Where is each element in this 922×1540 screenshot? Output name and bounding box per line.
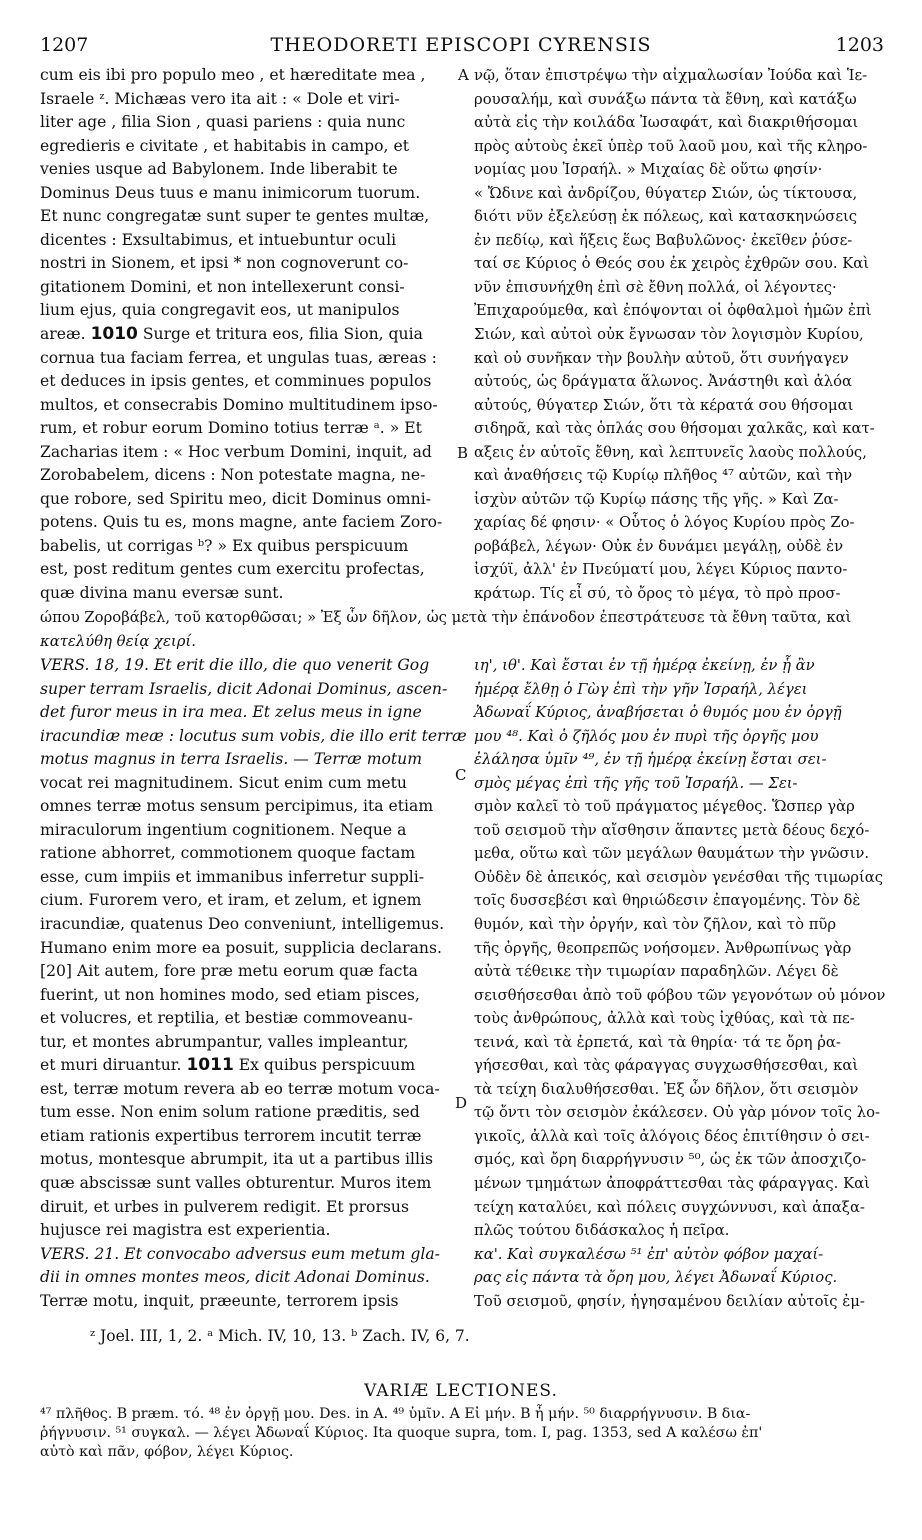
greek-spanning-lines [40,606,880,653]
text-line: ρας εἰς πάντα τὰ ὄρη μου, λέγει Ἀδωναΐ Κύριος. [474,1269,838,1287]
text-line: σιδηρᾶ, καὶ τὰς ὁπλάς σου θήσομαι χαλκᾶς, καὶ κατ- [474,420,875,438]
text-line: Et nunc congregatæ sunt super te gentes multæ, [40,207,430,226]
text-line: ἐν πεδίῳ, καὶ ἥξεις ἕως Βαβυλῶνος· ἐκεῖθεν ῥύσε- [474,231,853,249]
text-line: μένων τμημάτων ἀποφράττεσθαι τὰς φάραγγας. Καὶ [474,1175,870,1193]
verse-heading: VERS. 18, 19. Et erit die illo, die quo venerit Gog [40,656,430,674]
text-line: venies usque ad Babylonem. Inde liberabit te [40,160,398,179]
margin-letter-d: D [455,1094,468,1112]
text-line: ώπου Ζοροβάβελ, τοῦ κατορθῶσαι; » Ἐξ ὧν δῆλον, ὡς μετὰ τὴν ἐπάνοδον ἐπεστράτευσε τὰ ἔθνη ταῦτα, καὶ [40,609,852,626]
text-line: ροβάβελ, λέγων· Οὐκ ἐν δυνάμει μεγάλῃ, οὐδὲ ἐν [474,537,844,555]
text-line: quæ abscissæ sunt valles obturentur. Muros item [40,1174,432,1193]
text-line: τῆς ὀργῆς, θεοπρεπῶς νοήσομεν. Ἀνθρωπίνως γὰρ [474,939,852,957]
text-line: αὐτούς, θύγατερ Σιών, ὅτι τὰ κέρατά σου θήσομαι [474,396,854,414]
text-line: σμὸν καλεῖ τὸ τοῦ πράγματος μέγεθος. Ὥσπερ γὰρ [474,798,855,816]
latin-column-2 [40,654,467,1313]
text-line [40,323,450,347]
text-line: αὐτὰ εἰς τὴν κοιλάδα Ἰωσαφάτ, καὶ διακριθήσομαι [474,114,859,132]
text-line: et volucres, et reptilia, et bestiæ commoveanu- [40,1009,413,1028]
text-line: Ἐπιχαρούμεθα, καὶ ἐπόψονται οἱ ὀφθαλμοὶ ἡμῶν ἐπὶ [474,302,872,320]
text-line: ἡμέρᾳ ἔλθῃ ὁ Γὼγ ἐπὶ τὴν γῆν Ἰσραήλ, λέγει [474,680,808,698]
text-line: lium ejus, quia congregavit eos, ut manipulos [40,301,400,320]
text-line: σμός, καὶ ὄρη διαρρήγνυσιν ⁵⁰, ὡς ἐκ τῶν ἀποσχιζο- [474,1151,867,1169]
text-line: γικοῖς, ἀλλὰ καὶ τοῖς ἀλόγοις δέος ἐπιτίθησιν ὁ σει- [474,1127,870,1145]
text-line: egredieris e civitate , et habitabis in campo, et [40,136,409,155]
text-line: σμὸς μέγας ἐπὶ τῆς γῆς τοῦ Ἰσραήλ. — Σει- [474,774,798,792]
text-fragment: Ex quibus perspicuum [238,1056,416,1075]
text-line: τὰ τείχη διαλυθήσεσθαι. Ἐξ ὧν δῆλον, ὅτι σεισμὸν [474,1080,859,1098]
text-line: gitationem Domini, et non intellexerunt consi- [40,277,405,296]
variae-lectiones-title: VARIÆ LECTIONES. [364,1381,558,1401]
text-line: dicentes : Exsultabimus, et intuebuntur oculi [40,230,397,249]
page-number-right: 1203 [835,34,884,56]
text-line: μου ⁴⁸. Καὶ ὁ ζῆλός μου ἐν πυρὶ τῆς ὀργῆς μου [474,727,819,745]
verse-heading: VERS. 21. Et convocabo adversus eum metum gla- [40,1244,440,1263]
text-line: κατελύθη θείᾳ χειρί. [40,632,196,650]
text-line: Israele ᶻ. Michæas vero ita ait : « Dole et viri- [40,89,400,108]
text-line: et deduces in ipsis gentes, et comminues populos [40,372,432,391]
text-line: τοῖς δυσσεβέσι καὶ θηριώδεσιν ἐπαγομένης. Τὸν δὲ [474,892,861,910]
text-line: est, post reditum gentes cum exercitu profectas, [40,560,425,579]
text-line: πλῶς τούτου διδάσκαλος ἡ πεῖρα. [474,1222,730,1240]
text-line: ἰσχύϊ, ἀλλ' ἐν Πνεύματί μου, λέγει Κύριος παντο- [474,561,848,579]
text-line: quæ divina manu eversæ sunt. [40,584,284,603]
text-line [40,1054,450,1078]
text-line: Οὐδὲν δὲ ἀπεικός, καὶ σεισμὸν γενέσθαι τῆς τιμωρίας [474,868,884,886]
text-line: rum, et robur eorum Domino totius terræ ᵃ. » Et [40,419,422,438]
scripture-footnotes: ᶻ Joel. III, 1, 2. ᵃ Mich. IV, 10, 13. ᵇ Zach. IV, 6, 7. [90,1327,470,1345]
text-line: Zacharias item : « Hoc verbum Domini, inquit, ad [40,442,432,461]
text-line: Τοῦ σεισμοῦ, φησίν, ἡγησαμένου δειλίαν αὐτοῖς ἐμ- [474,1292,865,1310]
text-line: τῷ ὄντι τὸν σεισμὸν ἐκάλεσεν. Οὐ γὰρ μόνον τοῖς λο- [474,1104,880,1122]
verse-heading: ιη', ιθ'. Καὶ ἔσται ἐν τῇ ἡμέρᾳ ἐκείνῃ, ἐν ᾗ ἂν [474,657,815,674]
text-line: χαρίας δέ φησιν· « Οὗτος ὁ λόγος Κυρίου πρὸς Ζο- [474,514,855,532]
variant-line: ῥήγνυσιν. ⁵¹ συγκαλ. — λέγει Ἀδωναΐ Κύριος. Ita quoque supra, tom. I, pag. 1353, sed A καλέσω ἐπ' [40,1425,763,1441]
text-line: νομίας μου Ἰσραήλ. » Μιχαίας δὲ οὕτω φησίν· [474,161,823,179]
text-line: babelis, ut corrigas ᵇ? » Ex quibus perspicuum [40,536,409,555]
text-line: iracundiæ meæ : locutus sum vobis, die illo erit terræ [40,726,467,745]
text-line: Terræ motu, inquit, præeunte, terrorem ipsis [40,1291,399,1310]
text-line: super terram Israelis, dicit Adonai Dominus, ascen- [40,679,448,698]
margin-letter-b: B [457,444,469,462]
latin-column-1 [40,64,450,606]
text-line: ἐλάλησα ὑμῖν ⁴⁹, ἐν τῇ ἡμέρᾳ ἐκείνῃ ἔσται σει- [474,751,827,769]
text-line: Humano enim more ea posuit, supplicia declarans. [40,938,442,957]
margin-letter-a: A [458,66,469,84]
text-line: νῷ, ὅταν ἐπιστρέψω τὴν αἰχμαλωσίαν Ἰούδα καὶ Ἱε- [474,67,868,84]
text-line: potens. Quis tu es, mons magne, ante faciem Zoro- [40,513,443,532]
text-line: Σιών, καὶ αὐτοὶ οὐκ ἔγνωσαν τὸν λογισμὸν Κυρίου, [474,326,864,344]
text-line: Ἀδωναΐ Κύριος, ἀναβήσεται ὁ θυμός μου ἐν ὀργῇ [474,704,842,722]
variant-line: ⁴⁷ πλῆθος. B præm. τό. ⁴⁸ ἐν ὀργῇ μου. Des. in A. ⁴⁹ ὑμῖν. A Εἰ μήν. B ἦ μήν. ⁵⁰ διαρρήγνυσιν. B δια- [40,1406,751,1422]
text-line: αὐτὰ τέθεικε τὴν τιμωρίαν παραδηλῶν. Λέγει δὲ [474,963,839,981]
text-line: γήσεσθαι, καὶ τὰς φάραγγας συγχωσθήσεσθαι, καὶ [474,1057,859,1075]
verse-heading: κα'. Καὶ συγκαλέσω ⁵¹ ἐπ' αὐτὸν φόβον μαχαί- [474,1245,824,1263]
greek-column-2 [474,654,886,1313]
text-line: [20] Ait autem, fore præ metu eorum quæ facta [40,962,418,981]
text-line: motus magnus in terra Israelis. — Terræ motum [40,750,422,769]
text-line: κράτωρ. Τίς εἶ σύ, τὸ ὄρος τὸ μέγα, τὸ πρὸ προσ- [474,585,841,603]
text-line: motus, montesque abrumpit, ita ut a partibus illis [40,1150,433,1169]
text-line: νῦν ἐπισυνήχθη ἐπὶ σὲ ἔθνη πολλά, οἱ λέγοντες· [474,278,837,296]
text-line: cornua tua faciam ferrea, et ungulas tuas, æreas : [40,348,437,367]
text-line: esse, cum impiis et immanibus inferretur suppli- [40,867,425,886]
column-number-1011: 1011 [186,1055,234,1076]
text-line: omnes terræ motus sensum percipimus, ita etiam [40,797,434,816]
text-line: καὶ ἀναθήσεις τῷ Κυρίῳ πλῆθος ⁴⁷ αὐτῶν, καὶ τὴν [474,467,853,485]
text-line: « Ὤδινε καὶ ἀνδρίζου, θύγατερ Σιών, ὡς τίκτουσα, [474,184,858,202]
running-header [0,34,922,62]
text-line: iracundiæ, quatenus Deo conveniunt, intelligemus. [40,915,445,934]
text-line: que robore, sed Spiritu meo, dicit Dominus omni- [40,489,431,508]
text-line: multos, et consecrabis Domino multitudinem ipso- [40,395,438,414]
text-line: αὐτούς, ὡς δράγματα ἅλωνος. Ἀνάστηθι καὶ ἀλόα [474,373,853,391]
page-number-left: 1207 [40,34,89,56]
text-fragment: Surge et tritura eos, filia Sion, quia [142,325,423,344]
text-line: est, terræ motum revera ab eo terræ motum voca- [40,1079,440,1098]
text-line: cum eis ibi pro populo meo , et hæreditate mea , [40,66,426,84]
text-line: μεθα, οὕτω καὶ τῶν μεγάλων θαυμάτων τὴν γνῶσιν. [474,845,870,863]
text-line: ρουσαλήμ, καὶ συνάξω πάντα τὰ ἔθνη, καὶ κατάξω [474,90,857,108]
text-line: nostri in Sionem, et ipsi * non cognoverunt co- [40,254,409,273]
text-line: etiam rationis expertibus terrorem incutit terræ [40,1126,422,1145]
text-line: ratione abhorret, commotionem quoque factam [40,844,416,863]
greek-column-1 [474,64,882,606]
text-line: τοὺς ἀνθρώπους, ἀλλὰ καὶ τοὺς ἰχθύας, καὶ τὰ πε- [474,1010,855,1028]
text-line: dii in omnes montes meos, dicit Adonai Dominus. [40,1268,430,1287]
text-line: τείχη καταλύει, καὶ πόλεις συγχώννυσι, καὶ ἁπαξα- [474,1198,865,1216]
text-line: πρὸς αὐτοὺς ἐκεῖ ὑπὲρ τοῦ λαοῦ μου, καὶ τῆς κληρο- [474,137,868,155]
text-line: vocat rei magnitudinem. Sicut enim cum metu [40,773,407,792]
text-line: ἰσχὺν αὐτῶν τῷ Κυρίῳ πάσης τῆς γῆς. » Καὶ Ζα- [474,490,839,508]
text-line: fuerint, ut non homines modo, sed etiam pisces, [40,985,420,1004]
text-line: καὶ οὐ συνῆκαν τὴν βουλὴν αὐτοῦ, ὅτι συνήγαγεν [474,349,849,367]
running-title: THEODORETI EPISCOPI CYRENSIS [270,34,652,56]
text-line: αξεις ἐν αὐτοῖς ἔθνη, καὶ λεπτυνεῖς λαοὺς πολλούς, [474,443,867,461]
text-line: hujusce rei magistra est experientia. [40,1221,331,1240]
text-line: cium. Furorem vero, et iram, et zelum, et ignem [40,891,422,910]
text-line: det furor meus in ira mea. Et zelus meus in igne [40,703,422,722]
text-line: Zorobabelem, dicens : Non potestate magna, ne- [40,466,426,485]
text-line: tum esse. Non enim solum ratione præditis, sed [40,1103,420,1122]
text-fragment: areæ. [40,325,86,344]
text-line: τοῦ σεισμοῦ τὴν αἴσθησιν ἅπαντες μετὰ δέους δεχό- [474,821,870,839]
text-line: θυμόν, καὶ τὴν ὀργήν, καὶ τὸν ζῆλον, καὶ τὸ πῦρ [474,916,837,934]
text-line: diruit, et urbes in pulverem redigit. Et prorsus [40,1197,409,1216]
text-line: Dominus Deus tuus e manu inimicorum tuorum. [40,183,421,202]
text-line: tur, et montes abrumpantur, valles impleantur, [40,1032,409,1051]
column-number-1010: 1010 [90,324,138,345]
text-line: liter age , filia Sion , quasi pariens : quia nunc [40,113,406,132]
text-line: τεινά, καὶ τὰ ἑρπετά, καὶ τὰ θηρία· τά τε ὄρη ῥα- [474,1033,841,1051]
margin-letter-c: C [455,766,467,784]
text-line: διότι νῦν ἐξελεύσῃ ἐκ πόλεως, καὶ κατασκηνώσεις [474,208,858,226]
text-line: miraculorum ingentium cognitionem. Neque a [40,820,407,839]
text-line: σεισθήσεσθαι ἀπὸ τοῦ φόβου τῶν γεγονότων οὐ μόνον [474,986,886,1004]
text-fragment: et muri diruantur. [40,1056,182,1075]
variae-lectiones [40,1405,880,1462]
text-line: ταί σε Κύριος ὁ Θεός σου ἐκ χειρὸς ἐχθρῶν σου. Καὶ [474,255,870,273]
variant-line: αὐτὸ καὶ πᾶν, φόβον, λέγει Κύριος. [40,1444,294,1460]
